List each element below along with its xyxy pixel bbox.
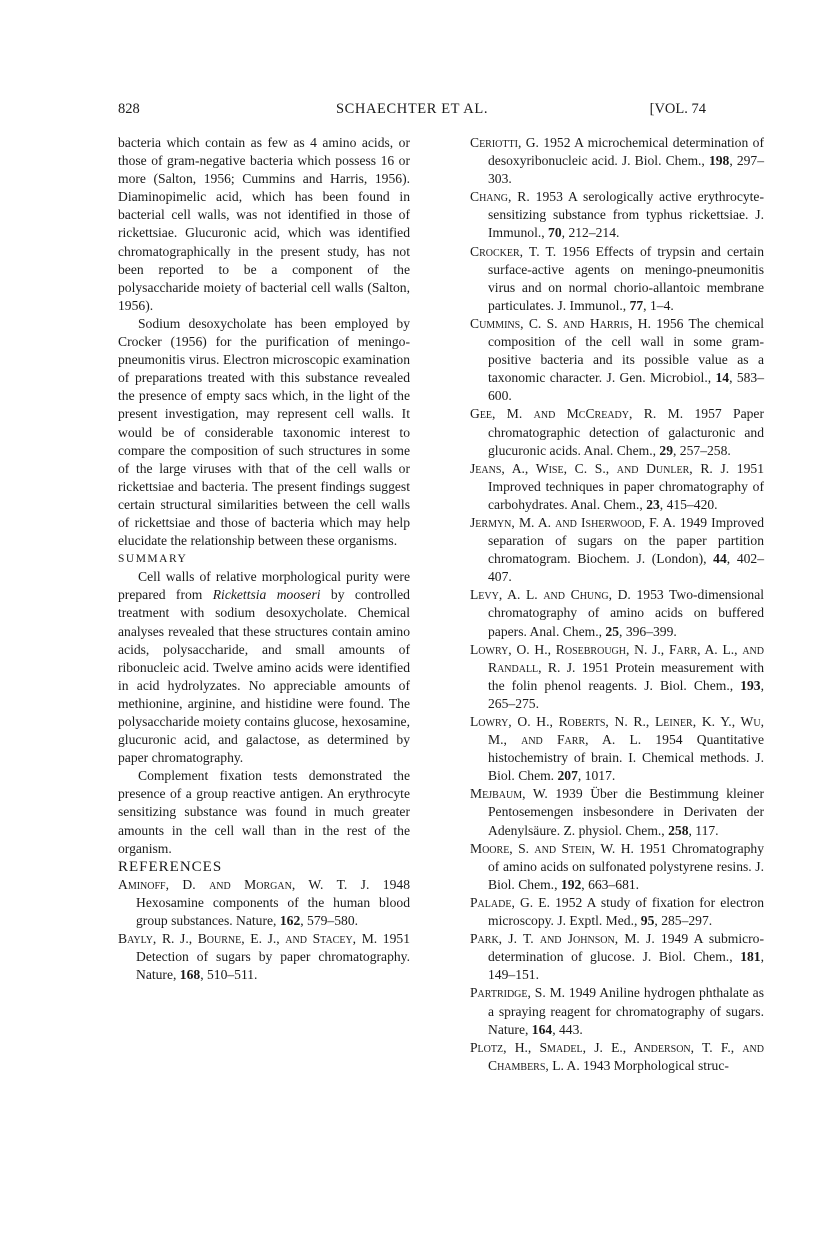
- reference-authors: Mejbaum, W.: [470, 786, 548, 802]
- reference-volume: 95: [640, 913, 655, 929]
- reference-entry: [470, 641, 764, 713]
- reference-entry: [470, 514, 764, 586]
- page-number: 828: [118, 101, 140, 117]
- reference-pages: , 265–275.: [488, 677, 764, 711]
- reference-entry: [470, 930, 764, 984]
- reference-text: 1953 Two-dimensional chromatography of amino acids on buffered papers. Anal. Chem.,: [488, 587, 764, 639]
- reference-text: 1957 Paper chromatographic detection of galacturonic and glucuronic acids. Anal. Chem.,: [488, 406, 764, 458]
- reference-entry: [470, 405, 764, 459]
- reference-text: 1951 Chromatography of amino acids on sulfonated polystyrene resins. J. Biol. Chem.,: [488, 840, 764, 892]
- reference-list: [470, 134, 764, 1075]
- references-heading: REFERENCES: [118, 858, 223, 875]
- reference-volume: 29: [659, 442, 673, 458]
- reference-pages: , 415–420.: [659, 496, 718, 512]
- summary-text: by controlled treatment with sodium desoxycholate. Chemical analyses revealed that these structures contain amino acids, polysaccharide, and small amounts of ribonucleic acid. Twelve amino acids were identified in acid hydrolyzates. No appreciable amounts of methionine, arginine, and histidine were found. The polysaccharide moiety contains glucose, hexosamine, glucuronic acid, and galactose, as determined by paper chromatography.: [118, 587, 410, 766]
- reference-entry: [470, 315, 764, 405]
- reference-list: [118, 876, 410, 985]
- right-column: [470, 134, 764, 1075]
- reference-authors: Lowry, O. H., Roberts, N. R., Leiner, K. Y., Wu, M., and Farr, A. L.: [470, 714, 764, 748]
- reference-text: 1943 Morphological struc-: [579, 1057, 729, 1073]
- reference-volume: 207: [557, 768, 578, 784]
- reference-authors: Partridge, S. M.: [470, 985, 566, 1001]
- reference-volume: 168: [179, 967, 201, 983]
- page-header: [118, 101, 706, 123]
- summary-text: Cell walls of relative morphological purity were prepared from: [118, 569, 410, 603]
- reference-pages: , 443.: [552, 1021, 583, 1037]
- reference-authors: Cummins, C. S. and Harris, H.: [470, 315, 651, 331]
- reference-text: 1948 Hexosamine components of the human blood group substances. Nature,: [136, 876, 410, 929]
- species-name: Rickettsia mooseri: [212, 587, 321, 603]
- reference-volume: 14: [715, 370, 730, 386]
- reference-text: 1951 Improved techniques in paper chromatography of carbohydrates. Anal. Chem.,: [488, 460, 764, 512]
- reference-entry: [470, 134, 764, 188]
- reference-volume: 198: [708, 153, 730, 169]
- reference-text: 1949 Aniline hydrogen phthalate as a spraying reagent for chromatography of sugars. Nature,: [488, 985, 764, 1037]
- reference-volume: 192: [560, 876, 582, 892]
- reference-text: 1956 Effects of trypsin and certain surface-active agents on meningo-pneumonitis virus and on normal chorio-allantoic membrane particulates. J. Immunol.,: [488, 243, 765, 313]
- reference-pages: , 297–303.: [488, 153, 765, 187]
- reference-text: 1952 A microchemical determination of desoxyribonucleic acid. J. Biol. Chem.,: [488, 135, 764, 169]
- reference-entry: [470, 460, 764, 514]
- reference-text: 1952 A study of fixation for electron microscopy. J. Exptl. Med.,: [488, 894, 764, 929]
- reference-entry: [118, 876, 410, 930]
- reference-volume: 164: [531, 1021, 553, 1037]
- reference-authors: Crocker, T. T.: [470, 243, 557, 259]
- reference-pages: , 583–600.: [488, 370, 765, 404]
- reference-pages: , 257–258.: [673, 442, 731, 458]
- reference-volume: 25: [605, 623, 620, 639]
- reference-entry: [470, 188, 764, 242]
- reference-pages: , 579–580.: [300, 913, 359, 929]
- reference-volume: 23: [646, 496, 660, 512]
- reference-volume: 70: [548, 225, 562, 241]
- left-column: [118, 134, 410, 984]
- reference-entry: [470, 894, 764, 930]
- reference-pages: , 212–214.: [561, 225, 620, 241]
- reference-authors: Jeans, A., Wise, C. S., and Dunler, R. J.: [470, 460, 730, 476]
- reference-text: 1939 Über die Bestimmung kleiner Pentosemengen insbesondere in Derivaten der Adenylsäure. Z. physiol. Chem.,: [488, 786, 765, 838]
- reference-authors: Levy, A. L. and Chung, D.: [470, 587, 631, 603]
- reference-authors: Jermyn, M. A. and Isherwood, F. A.: [470, 514, 676, 530]
- reference-text: 1951 Protein measurement with the folin phenol reagents. J. Biol. Chem.,: [488, 659, 764, 693]
- body-paragraph: bacteria which contain as few as 4 amino acids, or those of gram-negative bacteria which possess 16 or more (Salton, 1956; Cummins and Harris, 1956). Diaminopimelic acid, which has been found in bacterial cell walls, was not identified in those of rickettsiae. Glucuronic acid, which was identified chromatographically in the present study, has not been reported to be a component of the polysaccharide moiety of bacterial cell walls (Salton, 1956).: [118, 135, 410, 313]
- reference-volume: 162: [279, 913, 301, 929]
- reference-entry: [470, 243, 764, 315]
- reference-authors: Aminoff, D. and Morgan, W. T. J.: [118, 876, 370, 892]
- reference-entry: [470, 1039, 764, 1075]
- reference-authors: Gee, M. and McCready, R. M.: [470, 406, 684, 422]
- reference-text: 1951 Detection of sugars by paper chromatography. Nature,: [136, 931, 410, 983]
- reference-text: 1949 A submicro-determination of glucose. J. Biol. Chem.,: [488, 931, 764, 965]
- reference-entry: [470, 785, 764, 839]
- reference-pages: , 1017.: [577, 768, 616, 784]
- reference-volume: 44: [713, 551, 727, 567]
- reference-text: 1949 Improved separation of sugars on the paper partition chromatogram. Biochem. J. (London),: [488, 514, 764, 567]
- reference-authors: Ceriotti, G.: [470, 135, 539, 150]
- reference-entry: [470, 840, 764, 894]
- summary-paragraph: Complement fixation tests demonstrated the presence of a group reactive antigen. An erythrocyte sensitizing substance was found in much greater amounts in the cell wall than in the rest of the organism.: [118, 768, 410, 856]
- reference-pages: , 149–151.: [488, 949, 764, 983]
- reference-entry: [118, 930, 410, 984]
- body-paragraph: Sodium desoxycholate has been employed by Crocker (1956) for the purification of meningo-pneumonitis virus. Electron microscopic examination of preparations treated with this substance revealed the presence of empty sacs which, in the light of the present investigation, may represent cell walls. It would be of considerable taxonomic interest to compare the composition of such structures in some of the large viruses with that of the cell walls or rickettsiae and bacteria. The present findings suggest certain structural similarities between the cell walls of rickettsiae and those of bacteria which may help elucidate the relationship between these organisms.: [118, 315, 410, 549]
- reference-authors: Plotz, H., Smadel, J. E., Anderson, T. F., and Chambers, L. A.: [470, 1039, 764, 1073]
- reference-authors: Bayly, R. J., Bourne, E. J., and Stacey, M.: [118, 931, 378, 947]
- running-title: SCHAECHTER ET AL.: [335, 101, 489, 117]
- volume-label: [VOL. 74: [649, 101, 706, 117]
- reference-text: 1953 A serologically active erythrocyte-sensitizing substance from typhus rickettsiae. J. Immunol.,: [488, 189, 764, 241]
- reference-authors: Park, J. T. and Johnson, M. J.: [470, 931, 655, 947]
- summary-paragraph: [118, 568, 410, 767]
- reference-pages: , 117.: [688, 822, 719, 838]
- reference-pages: , 1–4.: [643, 297, 674, 313]
- reference-pages: , 510–511.: [200, 967, 258, 983]
- reference-pages: , 396–399.: [619, 623, 677, 639]
- reference-authors: Chang, R.: [470, 189, 530, 205]
- reference-pages: , 663–681.: [581, 876, 640, 892]
- reference-volume: 258: [668, 822, 689, 838]
- reference-entry: [470, 586, 764, 640]
- summary-heading: SUMMARY: [118, 553, 188, 566]
- reference-entry: [470, 713, 764, 785]
- reference-authors: Moore, S. and Stein, W. H.: [470, 840, 634, 856]
- reference-volume: 77: [629, 297, 644, 313]
- reference-entry: [470, 984, 764, 1038]
- reference-pages: , 285–297.: [654, 913, 713, 929]
- reference-authors: Lowry, O. H., Rosebrough, N. J., Farr, A. L., and Randall, R. J.: [470, 641, 764, 675]
- reference-authors: Palade, G. E.: [470, 894, 550, 910]
- reference-text: 1956 The chemical composition of the cell wall in some gram-positive bacteria and its possible value as a taxonomic character. J. Gen. Microbiol.,: [488, 315, 764, 386]
- reference-volume: 181: [740, 949, 761, 965]
- reference-pages: , 402–407.: [488, 551, 764, 585]
- reference-volume: 193: [740, 677, 761, 693]
- reference-text: 1954 Quantitative histochemistry of brain. I. Chemical methods. J. Biol. Chem.: [488, 732, 764, 784]
